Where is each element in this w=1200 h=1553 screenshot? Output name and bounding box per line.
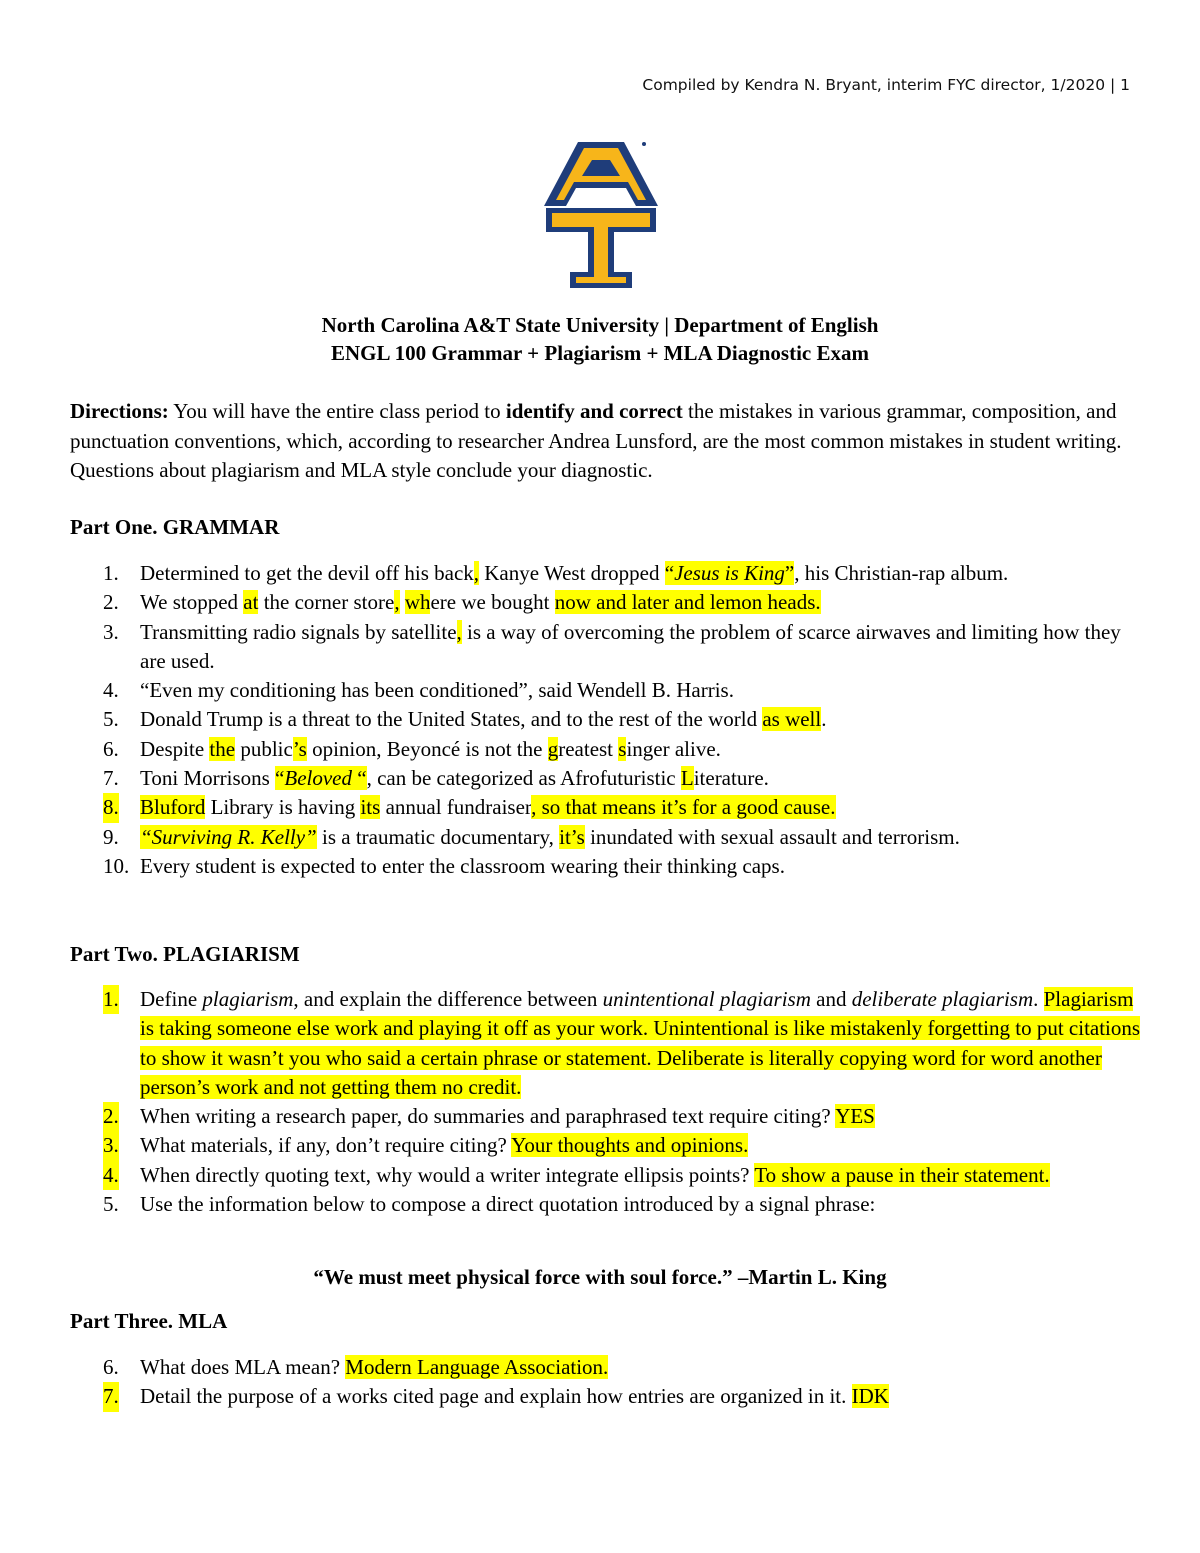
item-number: 1. — [103, 561, 119, 585]
part-two-heading: Part Two. PLAGIARISM — [70, 942, 300, 966]
list-item — [103, 823, 1143, 852]
part-three-heading: Part Three. MLA — [70, 1309, 228, 1333]
item-number-highlighted: 1. — [103, 985, 119, 1014]
item-text: . — [1033, 987, 1044, 1011]
list-item — [103, 1353, 1143, 1382]
answer-highlight: IDK — [851, 1384, 889, 1409]
directions-text-end: the mistakes in various grammar, composition, and punctuation conventions, which, according to researcher Andrea Lunsford, are the most common mistakes in student writing. Questions about plagiarism and MLA style conclude your diagnostic. — [70, 399, 1122, 482]
item-italic: deliberate plagiarism — [851, 987, 1034, 1011]
directions-text: You will have the entire class period to — [168, 399, 506, 423]
item-text: and — [810, 987, 852, 1011]
item-number: 5. — [103, 1192, 119, 1217]
highlight: as well — [762, 707, 822, 732]
item-text: public — [235, 736, 293, 761]
item-text: Toni Morrisons — [140, 766, 276, 791]
item-text: ere we bought — [430, 590, 555, 615]
highlight: at — [243, 590, 259, 615]
plagiarism-list — [103, 985, 1143, 1219]
highlight: g — [547, 736, 559, 761]
mla-list — [103, 1353, 1143, 1412]
item-text: “Even my conditioning has been conditioned”, said Wendell B. Harris. — [140, 678, 734, 703]
highlight: the — [209, 736, 236, 761]
highlight: now and later and lemon heads. — [554, 590, 821, 615]
directions-paragraph — [70, 397, 1140, 486]
list-item — [103, 705, 1143, 734]
highlight-italic: Jesus is King — [674, 561, 785, 585]
highlight: “ — [352, 766, 367, 791]
highlight: “ — [275, 766, 285, 791]
item-number: 6. — [103, 736, 119, 761]
list-item — [103, 1161, 1143, 1190]
item-number-highlighted: 7. — [103, 1382, 119, 1411]
item-text: Library is having — [205, 795, 361, 820]
item-italic: unintentional plagiarism — [602, 987, 811, 1011]
highlight: , — [473, 561, 480, 585]
item-number-highlighted: 8. — [103, 793, 119, 822]
item-text: Define — [140, 987, 203, 1011]
highlight: Bluford — [140, 795, 206, 820]
item-number-highlighted: 2. — [103, 1102, 119, 1131]
item-text: is a way of overcoming the problem of scarce airwaves and limiting how they are used. — [140, 619, 1121, 673]
item-text: Detail the purpose of a works cited page and explain how entries are organized in it. — [140, 1384, 852, 1409]
title-university: North Carolina A&T State University | Department of English — [321, 313, 879, 337]
highlight: wh — [404, 590, 431, 615]
item-text: . — [821, 707, 827, 732]
answer-highlight: YES — [835, 1104, 875, 1129]
mlk-quote: “We must meet physical force with soul force.” –Martin L. King — [313, 1265, 887, 1289]
highlight: , — [456, 619, 462, 644]
grammar-list — [103, 559, 1143, 881]
answer-highlight: Plagiarism is taking someone else work and playing it off as your work. Unintentional is like mistakenly forgetting to put citations to show it wasn’t you who said a certain phrase or statement. Deliberate is literally copying word for word another person’s work and not getting them no credit. — [140, 987, 1141, 1099]
item-text: inundated with sexual assault and terrorism. — [584, 824, 960, 849]
highlight-italic: Beloved — [284, 766, 352, 791]
item-number: 7. — [103, 766, 119, 791]
item-text: We stopped — [140, 590, 244, 615]
list-item — [103, 559, 1143, 588]
list-item — [103, 676, 1143, 705]
list-item — [103, 764, 1143, 793]
item-text: What does MLA mean? — [140, 1355, 346, 1379]
item-text: , his Christian-rap album. — [794, 561, 1009, 585]
highlight: , so that means it’s for a good cause. — [531, 795, 836, 820]
item-text: , can be categorized as Afrofuturistic — [366, 766, 681, 791]
list-item — [103, 1382, 1143, 1411]
item-text: What materials, if any, don’t require citing? — [140, 1133, 512, 1158]
item-number: 5. — [103, 707, 119, 732]
list-item — [103, 985, 1143, 1102]
directions-emphasis: identify and correct — [505, 399, 683, 423]
highlight: “ — [664, 561, 675, 585]
highlight: ” — [784, 561, 795, 585]
item-number: 2. — [103, 590, 119, 615]
list-item — [103, 852, 1143, 881]
item-text: inger alive. — [626, 736, 721, 761]
list-item — [103, 735, 1143, 764]
item-text: Kanye West dropped — [479, 561, 665, 585]
item-text: , and explain the difference between — [293, 987, 603, 1011]
list-item — [103, 1102, 1143, 1131]
item-number: 9. — [103, 824, 119, 849]
item-number-highlighted: 4. — [103, 1161, 119, 1190]
answer-highlight: To show a pause in their statement. — [754, 1162, 1050, 1187]
highlight: its — [360, 795, 381, 820]
item-text: Donald Trump is a threat to the United States, and to the rest of the world — [140, 707, 763, 732]
item-text: reatest — [558, 736, 619, 761]
item-text: the corner store — [258, 590, 395, 615]
item-text: When directly quoting text, why would a writer integrate ellipsis points? — [140, 1162, 755, 1187]
ncat-logo — [540, 138, 662, 290]
answer-highlight: Modern Language Association. — [345, 1355, 609, 1379]
highlight: L — [680, 766, 694, 791]
list-item — [103, 1131, 1143, 1160]
item-number-highlighted: 3. — [103, 1131, 119, 1160]
item-text: Determined to get the devil off his back — [140, 561, 474, 585]
list-item — [103, 793, 1143, 822]
item-text: iterature. — [693, 766, 769, 791]
item-number: 10. — [103, 853, 130, 878]
highlight: s — [618, 736, 627, 761]
item-text: Use the information below to compose a direct quotation introduced by a signal phrase: — [140, 1192, 876, 1217]
highlight: ’s — [292, 736, 307, 761]
item-number: 6. — [103, 1355, 119, 1379]
directions-label: Directions: — [70, 399, 169, 423]
item-text: is a traumatic documentary, — [316, 824, 560, 849]
item-text: Despite — [140, 736, 210, 761]
item-text: annual fundraiser — [380, 795, 532, 820]
item-text: Transmitting radio signals by satellite — [140, 619, 457, 644]
highlight-italic: “Surviving R. Kelly” — [140, 824, 317, 849]
list-item — [103, 588, 1143, 617]
highlight: it’s — [559, 824, 585, 849]
answer-highlight: Your thoughts and opinions. — [511, 1133, 749, 1158]
item-text: opinion, Beyoncé is not the — [306, 736, 548, 761]
item-number: 4. — [103, 678, 119, 703]
part-one-heading: Part One. GRAMMAR — [70, 515, 280, 539]
item-text: Every student is expected to enter the classroom wearing their thinking caps. — [140, 853, 785, 878]
item-number: 3. — [103, 619, 119, 644]
page-header: Compiled by Kendra N. Bryant, interim FYC director, 1/2020 | 1 — [642, 76, 1130, 94]
list-item — [103, 1190, 1143, 1219]
highlight: , — [394, 590, 400, 615]
item-text: When writing a research paper, do summaries and paraphrased text require citing? — [140, 1104, 836, 1129]
list-item — [103, 618, 1143, 677]
title-exam: ENGL 100 Grammar + Plagiarism + MLA Diagnostic Exam — [330, 341, 870, 365]
item-italic: plagiarism — [202, 987, 294, 1011]
